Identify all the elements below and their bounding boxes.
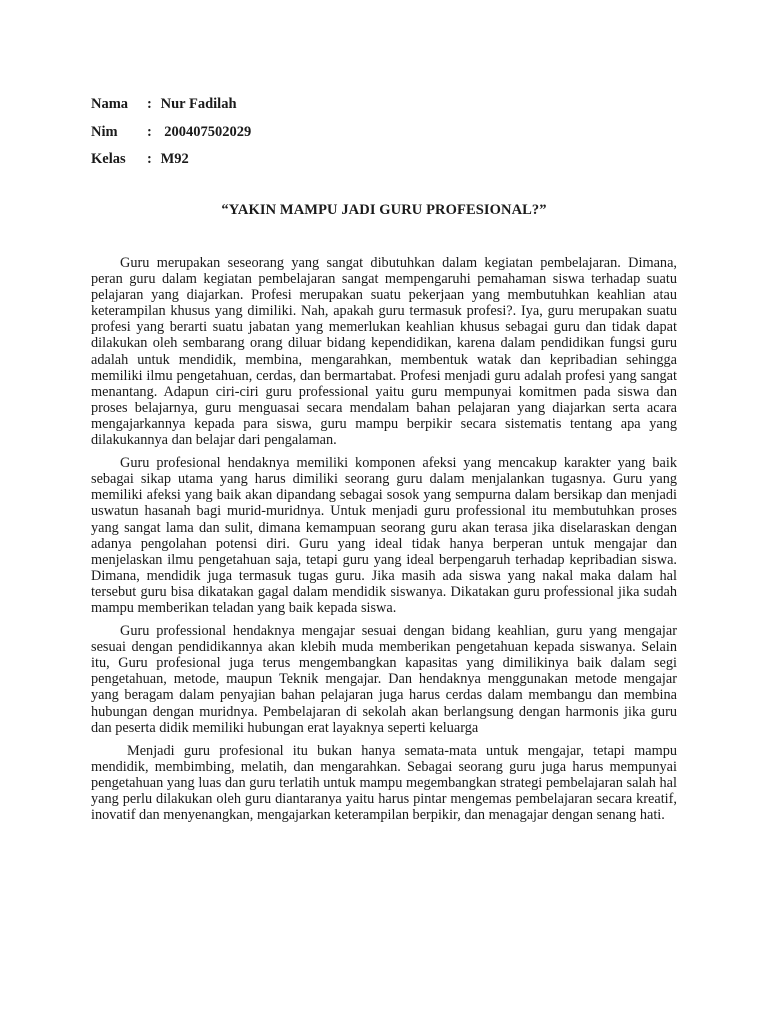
class-row [91,146,251,174]
name-row [91,91,251,119]
name-colon: : [147,96,152,113]
nim-row [91,119,251,147]
paragraph-3: Guru professional hendaknya mengajar sesuai dengan bidang keahlian, guru yang mengajar sesuai dengan pendidikannya akan klebih muda memberikan pengetahuan kepada siswanya. Selain itu, Guru profesional juga terus mengembangkan kapasitas yang dimilikinya baik dalam segi pengetahuan, metode, maupun Teknik mengajar. Dan hendaknya menggunakan metode mengajar yang beragam dalam penyajian bahan pelajaran juga harus cerdas dalam membangu dan membina hubungan dengan muridnya. Pembelajaran di sekolah akan berlangsung dengan harmonis jika guru dan peserta didik memiliki hubungan erat layaknya seperti keluarga [91,623,677,736]
student-info [91,91,251,174]
nim-colon: : [147,123,152,140]
name-label: Nama [91,96,129,113]
nim-value: 200407502029 [157,123,252,140]
class-label: Kelas [91,151,126,168]
essay-title: “YAKIN MAMPU JADI GURU PROFESIONAL?” [221,202,547,218]
paragraph-2: Guru profesional hendaknya memiliki komponen afeksi yang mencakup karakter yang baik sebagai sikap utama yang harus dimiliki seorang guru dalam menjalankan tugasnya. Guru yang memiliki afeksi yang baik akan dipandang sebagai sosok yang sempurna dalam bersikap dan menjadi uswatun hasanah bagi murid-muridnya. Untuk menjadi guru professional itu membutuhkan proses yang sangat lama dan sulit, dimana kemampuan seorang guru akan terasa jika diselaraskan dengan adanya pengolahan potensi diri. Guru yang ideal tidak hanya berperan untuk mengajar dan menjelaskan ilmu pengetahuan saja, tetapi guru yang ideal berpengaruh terhadap kepribadian siswa. Dimana, mendidik juga termasuk tugas guru. Jika masih ada siswa yang nakal maka dalam hal tersebut guru bisa dikatakan gagal dalam mendidik siswanya. Dikatakan guru professional jika sudah mampu memberikan teladan yang baik kepada siswa. [91,455,677,616]
paragraph-4: Menjadi guru profesional itu bukan hanya semata-mata untuk mengajar, tetapi mampu mendidik, membimbing, melatih, dan mengarahkan. Sebagai seorang guru juga harus mempunyai pengetahuan yang luas dan guru terlatih untuk mampu megembangkan strategi pembelajaran salah hal yang perlu dilakukan oleh guru diantaranya yaitu harus pintar mengemas pembelajaran secara kreatif, inovatif dan menyenangkan, mengajarkan keterampilan berpikir, dan menagajar dengan senang hati. [91,742,677,824]
class-value: M92 [157,151,189,168]
class-colon: : [147,151,152,168]
essay-body [91,255,677,830]
name-value: Nur Fadilah [157,96,237,113]
paragraph-1: Guru merupakan seseorang yang sangat dibutuhkan dalam kegiatan pembelajaran. Dimana, peran guru dalam kegiatan pembelajaran sangat mempengaruhi pemahaman siswa terhadap suatu pelajaran yang diajarkan. Profesi merupakan suatu pekerjaan yang membutuhkan keahlian atau keterampilan khusus yang dimiliki. Nah, apakah guru termasuk profesi?. Iya, guru merupakan suatu profesi yang berarti suatu jabatan yang memerlukan keahlian khusus sebagai guru dan tidak dapat dilakukan oleh sembarang orang diluar bidang kependidikan, karena dalam pendidikan fungsi guru adalah untuk mendidik, membina, mengarahkan, membentuk watak dan kepribadian sehingga memiliki ilmu pengetahuan, cerdas, dan bermartabat. Profesi menjadi guru adalah profesi yang sangat menantang. Adapun ciri-ciri guru professional yaitu guru mempunyai komitmen pada siswa dan proses belajarnya, guru menguasai secara mendalam bahan pelajaran yang diajarkan serta acara mengajarkannya kepada para siswa, guru mampu berpikir secara sistematis tentang apa yang dilakukannya dan belajar dari pengalaman. [91,255,677,449]
nim-label: Nim [91,123,118,140]
